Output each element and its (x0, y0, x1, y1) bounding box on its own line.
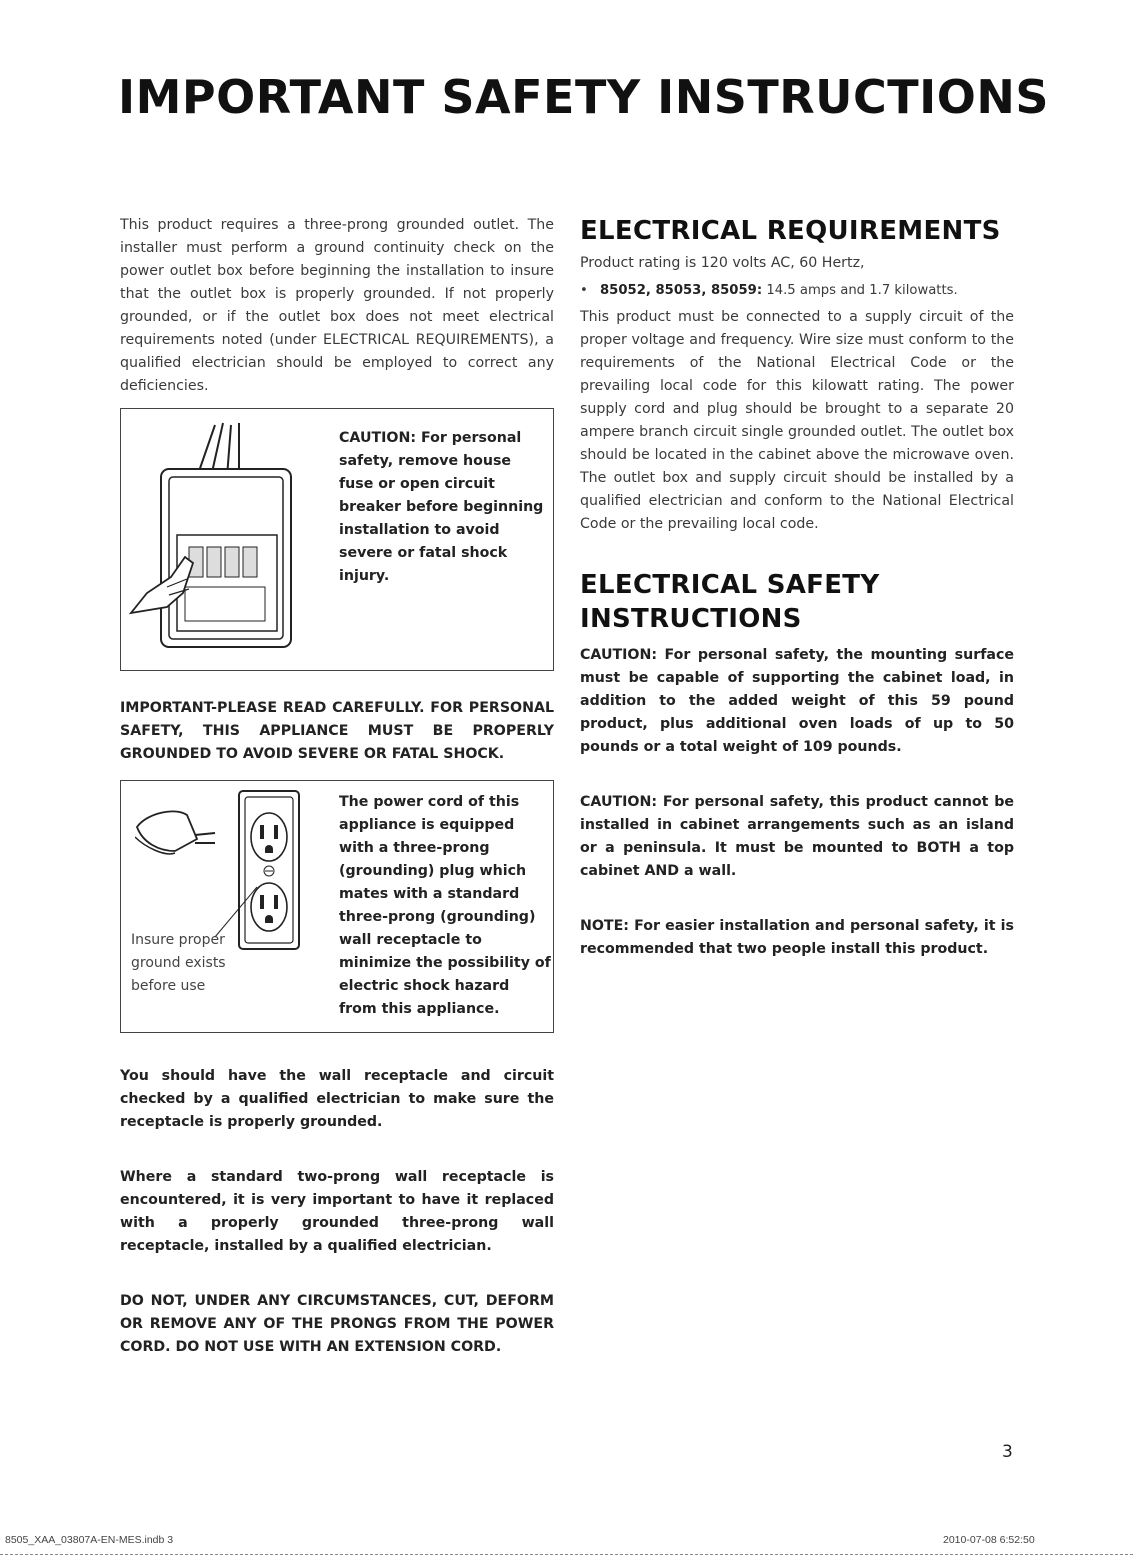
installation-note: NOTE: For easier installation and personal safety, it is recommended that two people install this product. (580, 918, 1014, 957)
bullet-icon: • (580, 283, 588, 298)
electrical-safety-heading-line1: ELECTRICAL SAFETY (580, 570, 880, 600)
figure2-caption: The power cord of this appliance is equipped with a three-prong (grounding) plug which mates with a standard three-prong (grounding) wall receptacle to minimize the possibility of electric shock hazard from this appliance. (339, 794, 551, 1017)
footer-file-name: 8505_XAA_03807A-EN-MES.indb 3 (5, 1534, 174, 1546)
page-title: IMPORTANT SAFETY INSTRUCTIONS (118, 70, 1050, 124)
outlet-figure (120, 780, 554, 1033)
requirements-paragraph: This product must be connected to a supply circuit of the proper voltage and frequency. Wire size must conform to the requirements of the National Electrical Code or the prevailing local code for this kilowatt rating. The power supply cord and plug should be brought to a separate 20 ampere branch circuit single grounded outlet. The outlet box should be located in the cabinet above the microwave oven. The outlet box and supply circuit should be installed by a qualified electrician and conform to the National Electrical Code or the prevailing local code. (580, 309, 1014, 532)
electrical-safety-heading (580, 568, 1014, 636)
receptacle-check-paragraph: You should have the wall receptacle and circuit checked by a qualified electrician to make sure the receptacle is properly grounded. (120, 1068, 554, 1130)
electrical-safety-heading-line2: INSTRUCTIONS (580, 604, 802, 634)
ground-label: Insure proper ground exists before use (131, 932, 226, 994)
crop-line (0, 1554, 1133, 1555)
model-spec: 14.5 amps and 1.7 kilowatts. (766, 283, 958, 298)
caution-mounting: CAUTION: For personal safety, the mounting surface must be capable of supporting the cabinet load, in addition to the added weight of this 59 pound product, plus additional oven loads of up to 50 pounds or a total weight of 109 pounds. (580, 647, 1014, 755)
model-spec-bullet (580, 279, 1014, 302)
left-column (120, 214, 554, 1359)
electrical-requirements-heading: ELECTRICAL REQUIREMENTS (580, 216, 1001, 246)
model-numbers: 85052, 85053, 85059: (600, 283, 763, 298)
caution-cabinet: CAUTION: For personal safety, this product cannot be installed in cabinet arrangements such as an island or a peninsula. It must be mounted to BOTH a top cabinet AND a wall. (580, 794, 1014, 879)
two-prong-paragraph: Where a standard two-prong wall receptacle is encountered, it is very important to have it replaced with a properly grounded three-prong wall receptacle, installed by a qualified electrician. (120, 1169, 554, 1254)
page-number: 3 (1002, 1442, 1013, 1462)
product-rating: Product rating is 120 volts AC, 60 Hertz, (580, 255, 865, 271)
prong-warning: DO NOT, UNDER ANY CIRCUMSTANCES, CUT, DEFORM OR REMOVE ANY OF THE PRONGS FROM THE POWER CORD. DO NOT USE WITH AN EXTENSION CORD. (120, 1293, 554, 1355)
footer-timestamp: 2010-07-08 6:52:50 (943, 1534, 1035, 1546)
figure1-caption: CAUTION: For personal safety, remove house fuse or open circuit breaker before beginning installation to avoid severe or fatal shock injury. (339, 430, 544, 584)
intro-paragraph: This product requires a three-prong grounded outlet. The installer must perform a ground continuity check on the power outlet box before beginning the installation to insure that the outlet box is properly grounded. If not properly grounded, or if the outlet box does not meet electrical requirements noted (under ELECTRICAL REQUIREMENTS), a qualified electrician should be employed to correct any deficiencies. (120, 217, 554, 394)
breaker-panel-illustration (127, 417, 327, 657)
breaker-panel-figure (120, 408, 554, 671)
right-column (580, 214, 1014, 961)
important-notice: IMPORTANT-PLEASE READ CAREFULLY. FOR PERSONAL SAFETY, THIS APPLIANCE MUST BE PROPERLY GROUNDED TO AVOID SEVERE OR FATAL SHOCK. (120, 700, 554, 762)
